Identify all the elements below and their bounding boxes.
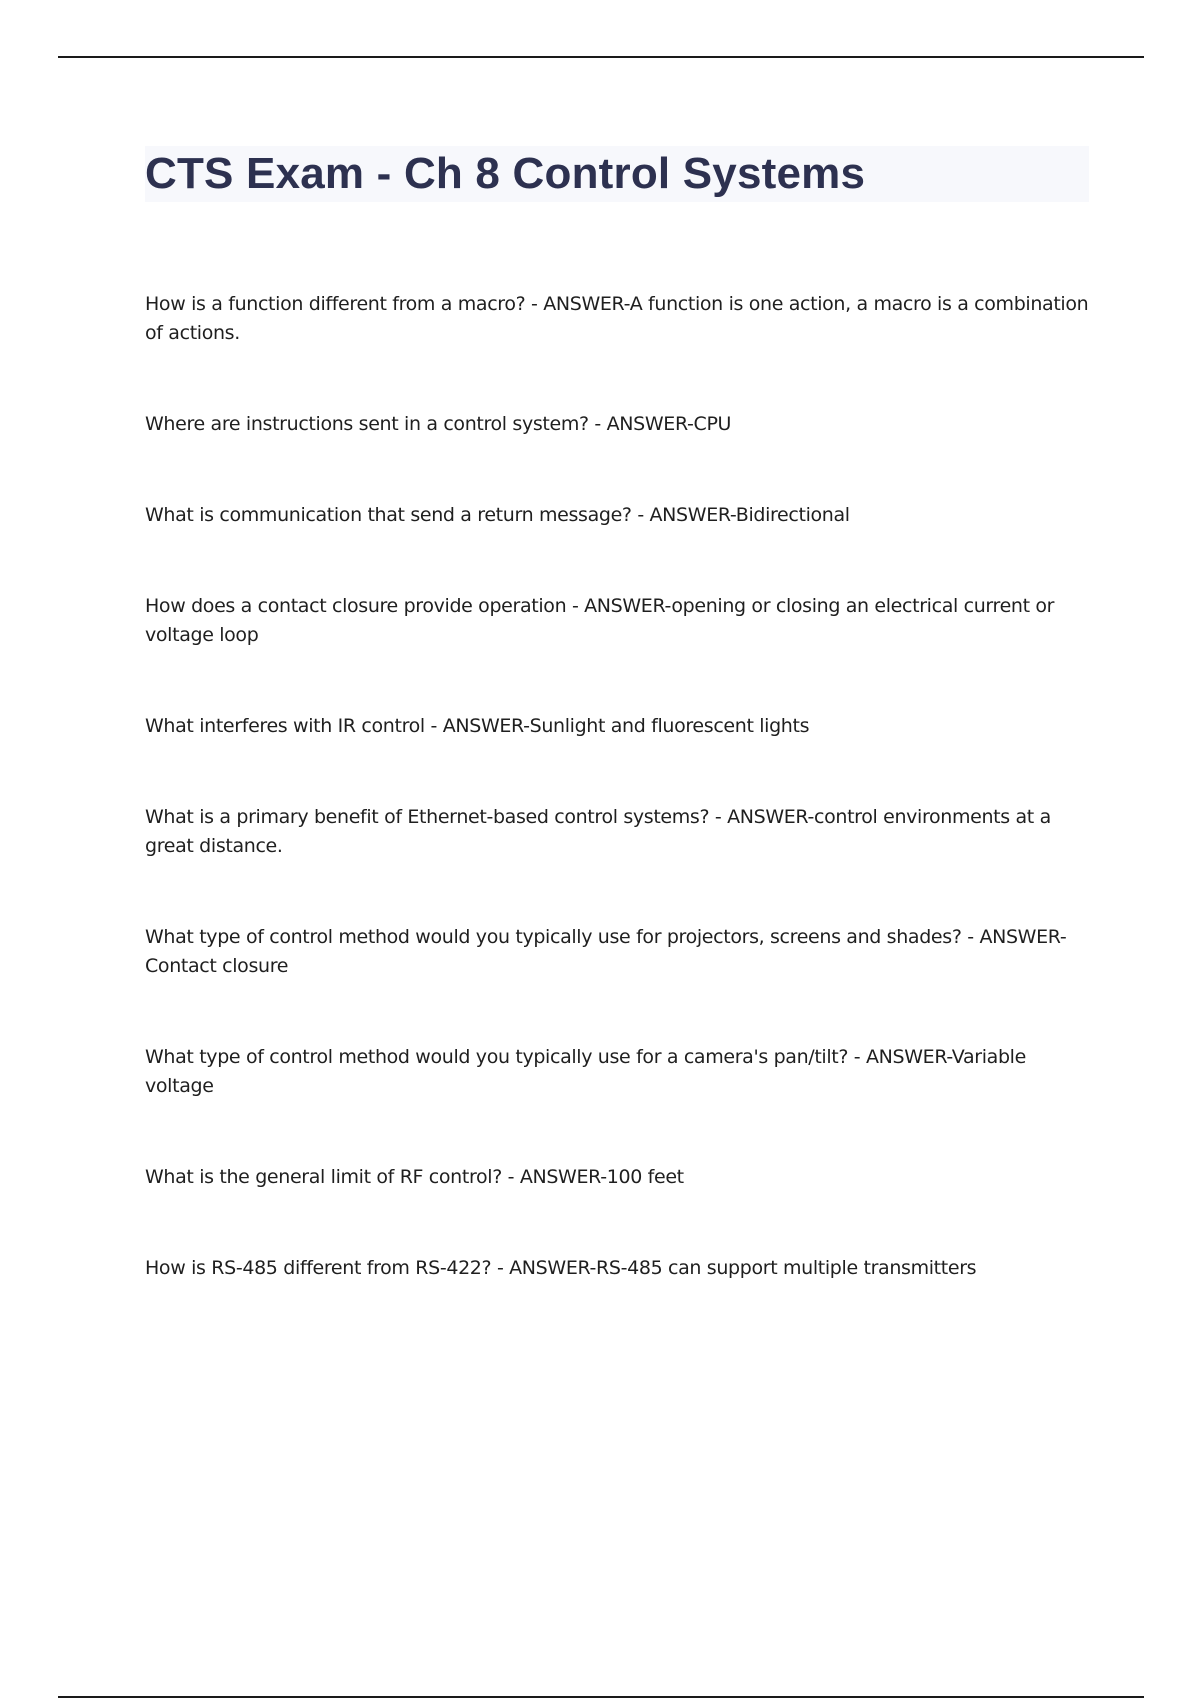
bottom-divider [58, 1696, 1144, 1698]
qa-item-7: What type of control method would you typically use for projectors, screens and shades? - ANSWER-Contact closure [145, 926, 1067, 977]
qa-item-3: What is communication that send a return message? - ANSWER-Bidirectional [145, 504, 850, 526]
top-divider [58, 56, 1144, 58]
qa-item-6: What is a primary benefit of Ethernet-based control systems? - ANSWER-control environments at a great distance. [145, 806, 1051, 857]
qa-item-5: What interferes with IR control - ANSWER-Sunlight and fluorescent lights [145, 715, 810, 737]
qa-list [145, 290, 1095, 1283]
qa-item-4: How does a contact closure provide operation - ANSWER-opening or closing an electrical current or voltage loop [145, 595, 1055, 646]
qa-item-2: Where are instructions sent in a control system? - ANSWER-CPU [145, 413, 732, 435]
qa-item-1: How is a function different from a macro? - ANSWER-A function is one action, a macro is a combination of actions. [145, 293, 1089, 344]
qa-item-10: How is RS-485 different from RS-422? - ANSWER-RS-485 can support multiple transmitters [145, 1257, 977, 1279]
qa-item-8: What type of control method would you typically use for a camera's pan/tilt? - ANSWER-Variable voltage [145, 1046, 1026, 1097]
qa-item-9: What is the general limit of RF control? - ANSWER-100 feet [145, 1166, 684, 1188]
page-title: CTS Exam - Ch 8 Control Systems [145, 149, 866, 198]
